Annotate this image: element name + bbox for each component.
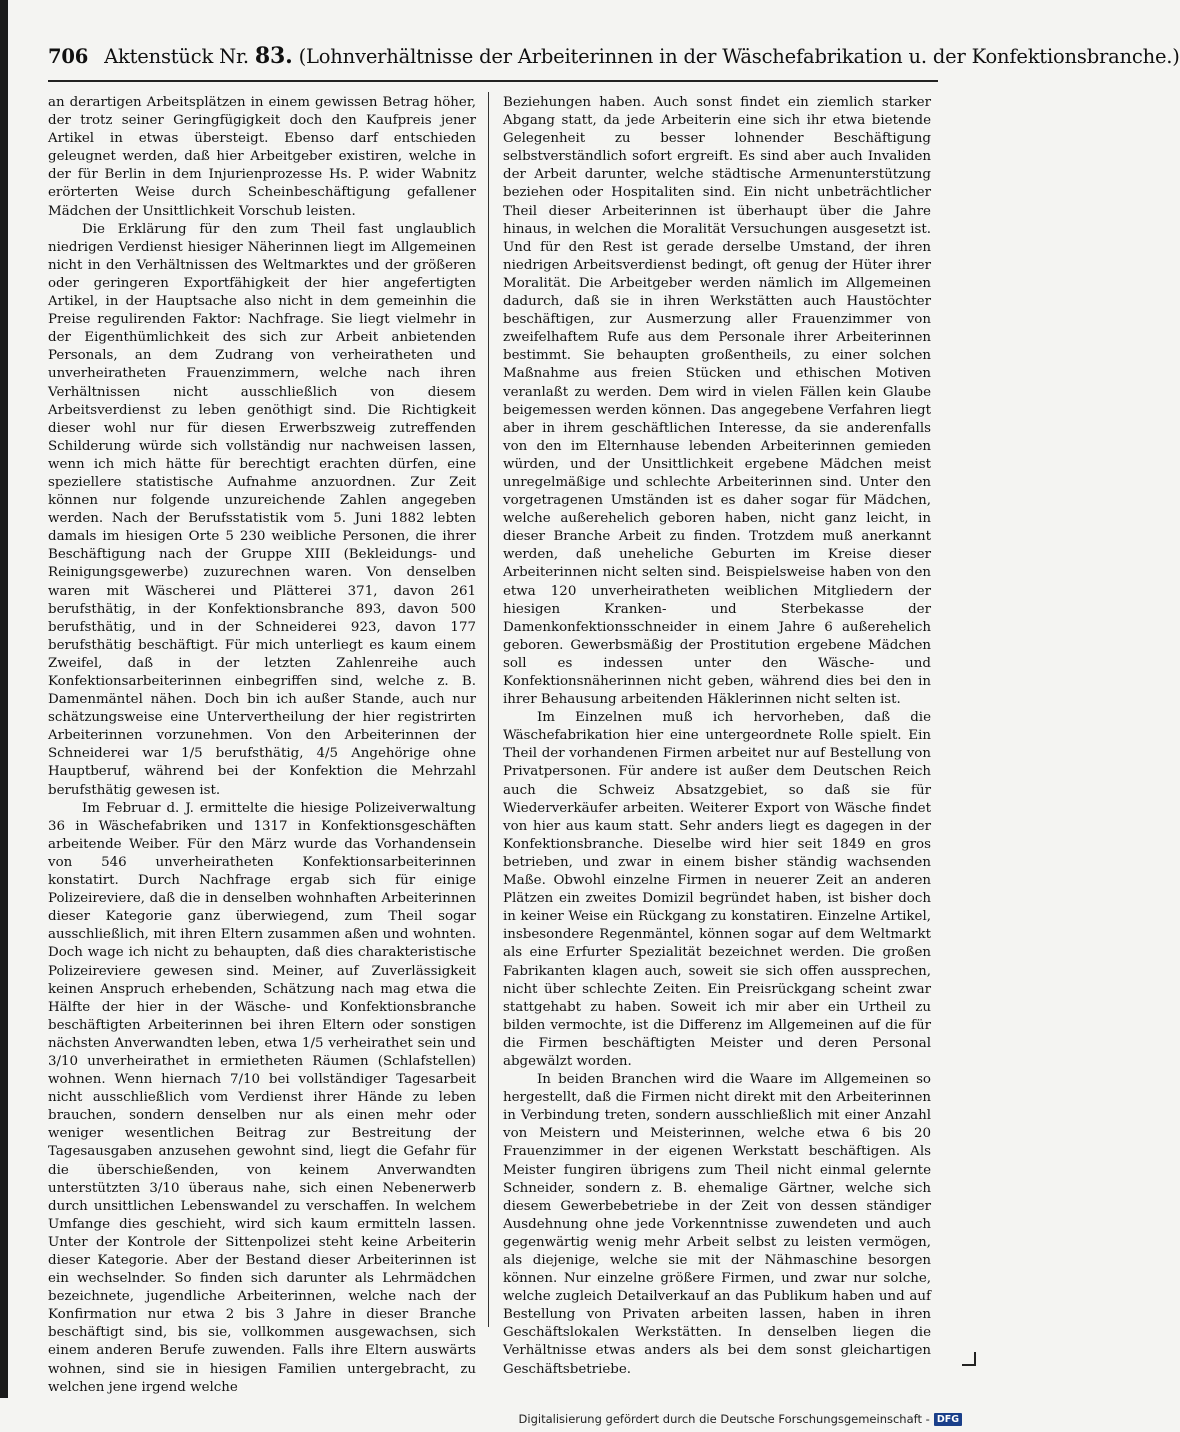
doc-number: 83. [254, 43, 293, 69]
paragraph: Beziehungen haben. Auch sonst findet ein ziemlich starker Abgang statt, da jede Arbeiterin eine sich ihr etwa bietende Gelegenheit zu besser lohnender Beschäftigung selbstverständlich sofort ergreift. Es sind aber auch Invaliden der Arbeit darunter, welche städtische Armenunterstützung beziehen oder Hospitaliten sind. Ein nicht unbeträchtlicher Theil dieser Arbeiterinnen ist überhaupt über die Jahre hinaus, in welchen die Moralität Versuchungen ausgesetzt ist. Und für den Rest ist gerade derselbe Umstand, der ihren niedrigen Arbeitsverdienst bedingt, oft genug der Hüter ihrer Moralität. Die Arbeitgeber werden nämlich im Allgemeinen dadurch, daß sie in ihren Werkstätten auch Haustöchter beschäftigen, zur Ausmerzung aller Frauenzimmer von zweifelhaftem Rufe aus dem Personale ihrer Arbeiterinnen bestimmt. Sie behaupten großentheils, zu einer solchen Maßnahme aus freien Stücken und ethischen Motiven veranlaßt zu werden. Dem wird in vielen Fällen kein Glaube beigemessen werden können. Das angegebene Verfahren liegt aber in ihrem geschäftlichen Interesse, da sie anderenfalls von den im Elternhause lebenden Arbeiterinnen gemieden würden, und der Unsittlichkeit ergebene Mädchen meist unregelmäßige und schlechte Arbeiterinnen sind. Unter den vorgetragenen Umständen ist es daher sogar für Mädchen, welche außerehelich geboren haben, nicht ganz leicht, in dieser Branche Arbeit zu finden. Trotzdem muß anerkannt werden, daß uneheliche Geburten im Kreise dieser Arbeiterinnen nicht selten sind. Beispielsweise haben von den etwa 120 unverheiratheten weiblichen Mitgliedern der hiesigen Kranken- und Sterbekasse der Damenkonfektionsschneider in einem Jahre 6 außerehelich geboren. Gewerbsmäßig der Prostitution ergebene Mädchen soll es indessen unter den Wäsche- und Konfektionsnäherinnen nicht geben, während dies bei den in ihrer Behausung arbeitenden Häklerinnen nicht selten ist. [503, 95, 931, 708]
footer-credit: Digitalisierung gefördert durch die Deutsche Forschungsgemeinschaft - [518, 1412, 930, 1426]
paragraph: an derartigen Arbeitsplätzen in einem gewissen Betrag höher, der trotz seiner Geringfügigkeit doch den Kaufpreis jener Artikel in etwas übersteigt. Ebenso darf entschieden geleugnet werden, daß hier Arbeitgeber existiren, welche in der für Berlin in dem Injurienprozesse Hs. P. wider Wabnitz erörterten Weise durch Scheinbeschäftigung gefallener Mädchen der Unsittlichkeit Vorschub leisten. [48, 95, 476, 219]
dfg-logo: DFG [934, 1413, 962, 1426]
paragraph: Im Februar d. J. ermittelte die hiesige Polizeiverwaltung 36 in Wäschefabriken und 1317 in Konfektionsgeschäften arbeitende Weiber. Für den März wurde das Vorhandensein von 546 unverheiratheten Konfektionsarbeiterinnen konstatirt. Durch Nachfrage ergab sich für einige Polizeireviere, daß die in denselben wohnhaften Arbeiterinnen dieser Kategorie ganz überwiegend, zum Theil sogar ausschließlich, mit ihren Eltern zusammen aßen und wohnten. Doch wage ich nicht zu behaupten, daß dies charakteristische Polizeireviere gewesen sind. Meiner, auf Zuverlässigkeit keinen Anspruch erhebenden, Schätzung nach mag etwa die Hälfte der hier in der Wäsche- und Konfektionsbranche beschäftigten Arbeiterinnen bei ihren Eltern oder sonstigen nächsten Anverwandten leben, etwa 1/5 verheirathet sein und 3/10 unverheirathet in ermietheten Räumen (Schlafstellen) wohnen. Wenn hiernach 7/10 bei vollständiger Tagesarbeit nicht ausschließlich vom Verdienst ihrer Hände zu leben brauchen, sondern denselben nur als einen mehr oder weniger wesentlichen Beitrag zur Bestreitung der Tagesausgaben anzusehen gewohnt sind, liegt die Gefahr für die überschießenden, von keinem Anverwandten unterstützten 3/10 überaus nahe, sich einen Nebenerwerb durch unsittlichen Lebenswandel zu verschaffen. In welchem Umfange dies geschieht, wird sich kaum ermitteln lassen. Unter der Kontrole der Sittenpolizei steht keine Arbeiterin dieser Kategorie. Aber der Bestand dieser Arbeiterinnen ist ein wechselnder. So finden sich darunter als Lehrmädchen bezeichnete, jugendliche Arbeiterinnen, welche nach der Konfirmation nur etwa 2 bis 3 Jahre in dieser Branche beschäftigt sind, bis sie, vollkommen ausgewachsen, sich einem anderen Berufe zuwenden. Falls ihre Eltern auswärts wohnen, sind sie in hiesigen Familien untergebracht, zu welchen jene irgend welche [48, 800, 476, 1395]
page-number: 706 [48, 45, 89, 68]
paragraph: In beiden Branchen wird die Waare im Allgemeinen so hergestellt, daß die Firmen nicht direkt mit den Arbeiterinnen in Verbindung treten, sondern ausschließlich mit einer Anzahl von Meistern und Meisterinnen, welche etwa 6 bis 20 Frauenzimmer in der eigenen Werkstatt beschäftigen. Als Meister fungiren übrigens zum Theil nicht einmal gelernte Schneider, sondern z. B. ehemalige Gärtner, welche sich diesem Gewerbebetriebe in der Zeit von dessen ständiger Ausdehnung ohne jede Vorkenntnisse zuwendeten und auch gegenwärtig wenig mehr Arbeit selbst zu leisten vermögen, als diejenige, welche sie mit der Nähmaschine besorgen können. Nur einzelne größere Firmen, und zwar nur solche, welche zugleich Detailverkauf an das Publikum haben und auf Bestellung von Privaten arbeiten lassen, haben in ihren Geschäftslokalen Werkstätten. In denselben liegen die Verhältnisse etwas anders als bei dem sonst gleichartigen Geschäftsbetriebe. [503, 1072, 931, 1377]
header-rule [48, 80, 938, 82]
doc-type: Aktenstück Nr. [104, 45, 249, 68]
page-header [48, 42, 1180, 71]
paragraph: Die Erklärung für den zum Theil fast unglaublich niedrigen Verdienst hiesiger Näherinnen liegt im Allgemeinen nicht in den Verhältnissen des Weltmarktes und der größeren oder geringeren Exportfähigkeit der hier angefertigten Artikel, in der Hauptsache also nicht in dem gemeinhin die Preise regulirenden Faktor: Nachfrage. Sie liegt vielmehr in der Eigenthümlichkeit des sich zur Arbeit anbietenden Personals, an dem Zudrang von verheiratheten und unverheiratheten Frauenzimmern, welche nach ihren Verhältnissen nicht ausschließlich von diesem Arbeitsverdienst zu leben genöthigt sind. Die Richtigkeit dieser wohl nur für diesen Erwerbszweig zutreffenden Schilderung würde sich vollständig nur nachweisen lassen, wenn ich mich hätte für berechtigt erachten dürfen, eine speziellere statistische Aufnahme anzuordnen. Zur Zeit können nur folgende unzureichende Zahlen angegeben werden. Nach der Berufsstatistik vom 5. Juni 1882 lebten damals im hiesigen Orte 5 230 weibliche Personen, die ihrer Beschäftigung nach der Gruppe XIII (Bekleidungs- und Reinigungsgewerbe) zuzurechnen waren. Von denselben waren mit Wäscherei und Plätterei 371, davon 261 berufsthätig, in der Konfektionsbranche 893, davon 500 berufsthätig, und in der Schneiderei 923, davon 177 berufsthätig beschäftigt. Für mich unterliegt es kaum einem Zweifel, daß in der letzten Zahlenreihe auch Konfektionsarbeiterinnen einbegriffen sind, welche z. B. Damenmäntel nähen. Doch bin ich außer Stande, auch nur schätzungsweise eine Untervertheilung der hier registrirten Arbeiterinnen vorzunehmen. Von den Arbeiterinnen der Schneiderei war 1/5 berufsthätig, 4/5 Angehörige ohne Hauptberuf, während bei der Konfektion die Mehrzahl berufsthätig gewesen ist. [48, 221, 476, 798]
column-divider [488, 92, 489, 1327]
scan-edge [0, 0, 8, 1432]
right-column [503, 94, 931, 1379]
digitization-footer [519, 1412, 962, 1426]
crop-mark [962, 1352, 976, 1366]
running-title: (Lohnverhältnisse der Arbeiterinnen in der Wäschefabrikation u. der Konfektionsbranche.) [298, 45, 1180, 68]
paragraph: Im Einzelnen muß ich hervorheben, daß die Wäschefabrikation hier eine untergeordnete Rolle spielt. Ein Theil der vorhandenen Firmen arbeitet nur auf Bestellung von Privatpersonen. Für andere ist außer dem Deutschen Reich auch die Schweiz Absatzgebiet, so daß sie für Wiederverkäufer arbeiten. Weiterer Export von Wäsche findet von hier aus kaum statt. Sehr anders liegt es dagegen in der Konfektionsbranche. Dieselbe wird hier seit 1849 en gros betrieben, und zwar in einem bisher ständig wachsenden Maße. Obwohl einzelne Firmen in neuerer Zeit an anderen Plätzen ein zweites Domizil begründet haben, ist bisher doch in keiner Weise ein Rückgang zu konstatiren. Einzelne Artikel, insbesondere Regenmäntel, können sogar auf dem Weltmarkt als eine Erfurter Spezialität bezeichnet werden. Die großen Fabrikanten klagen auch, soweit sie sich offen aussprechen, nicht über schlechte Zeiten. Ein Preisrückgang scheint zwar stattgehabt zu haben. Soweit ich mir aber ein Urtheil zu bilden vermochte, ist die Differenz im Allgemeinen auf die für die Firmen beschäftigten Meister und deren Personal abgewälzt worden. [503, 710, 931, 1069]
left-column [48, 94, 476, 1397]
